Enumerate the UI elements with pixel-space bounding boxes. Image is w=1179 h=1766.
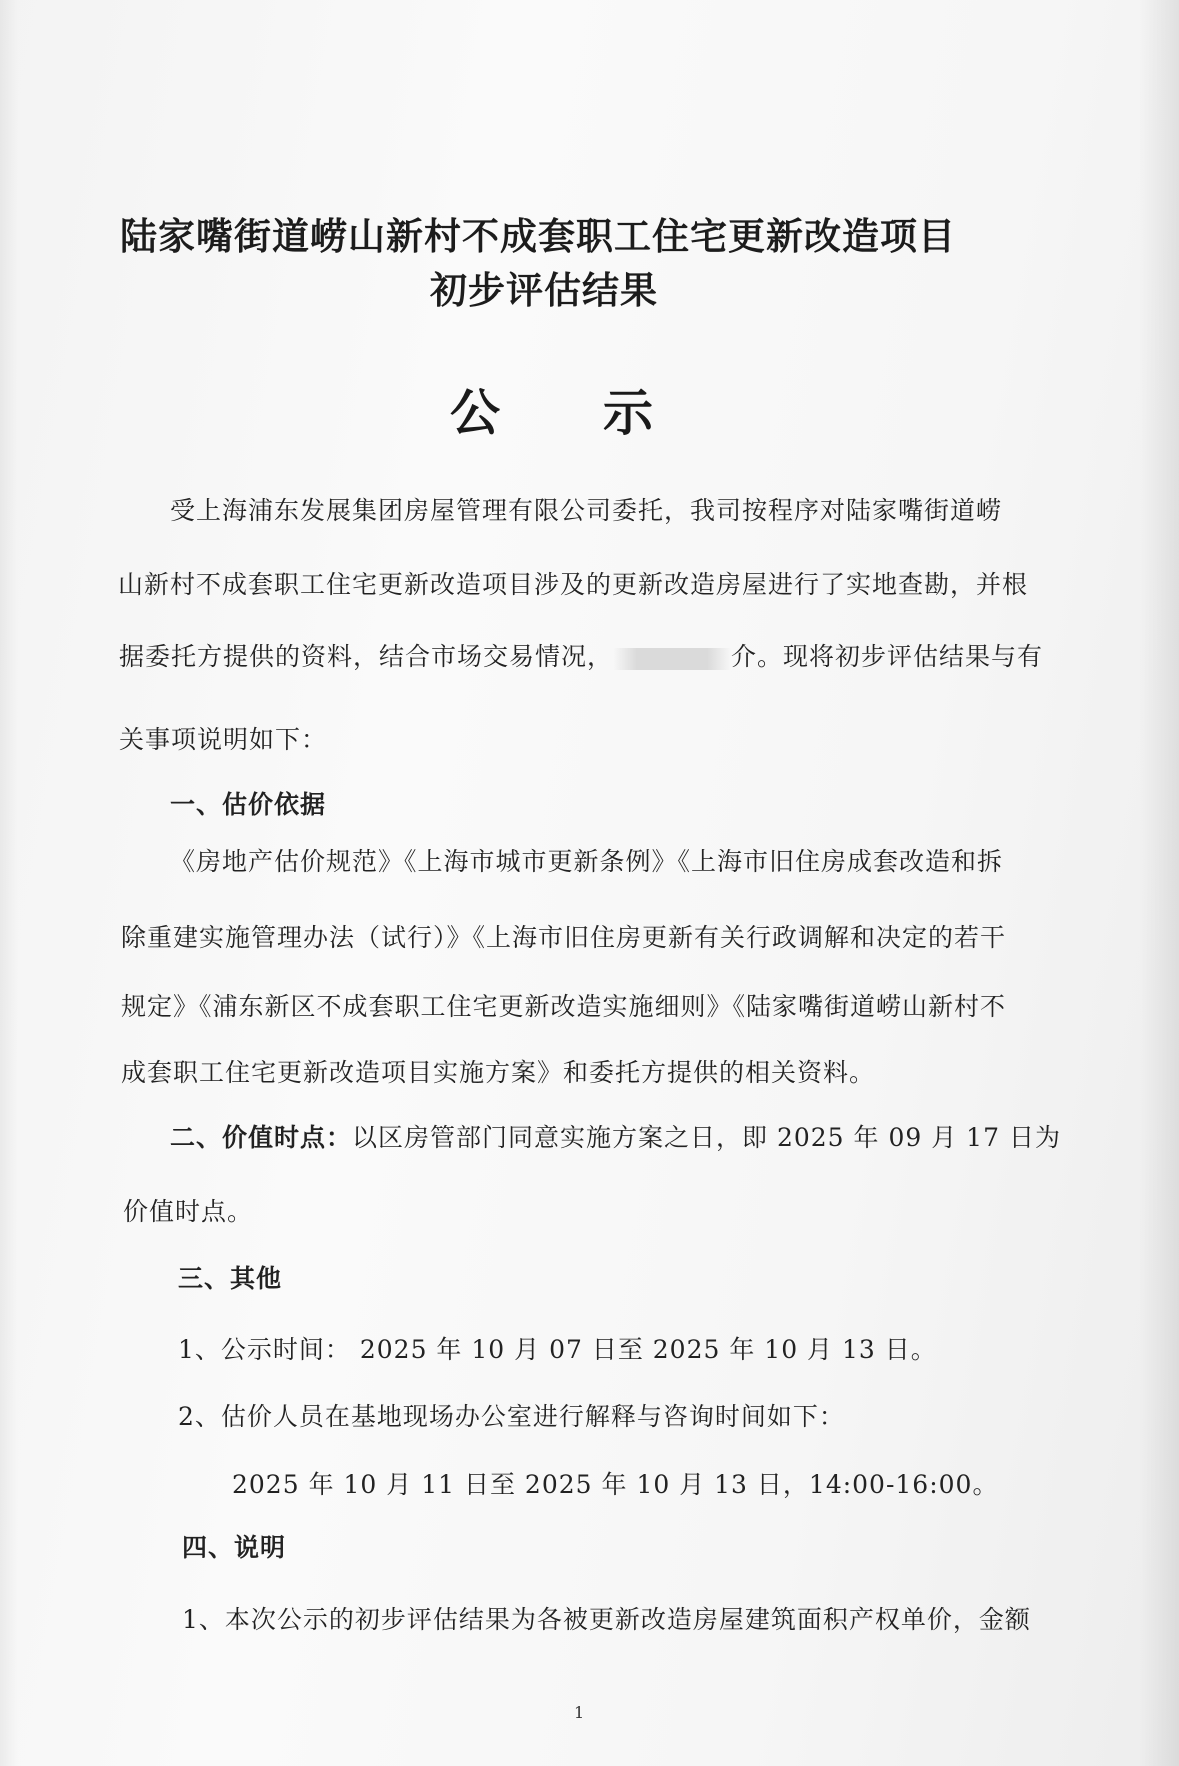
page-edge-shadow-left	[0, 0, 18, 1766]
section1-line-3: 规定》《浦东新区不成套职工住宅更新改造实施细则》《陆家嘴街道崂山新村不	[121, 992, 1007, 1021]
section3-heading: 三、其他	[178, 1264, 283, 1293]
section2-line-2: 价值时点。	[123, 1197, 254, 1226]
section3-item-2: 2、估价人员在基地现场办公室进行解释与咨询时间如下：	[178, 1402, 845, 1431]
section1-line-2: 除重建实施管理办法（试行）》《上海市旧住房更新有关行政调解和决定的若干	[121, 923, 1007, 952]
intro-line-4: 关事项说明如下：	[119, 725, 328, 754]
intro-line-3-part2: 介。现将初步评估结果与有	[731, 642, 1044, 671]
notice-char-2: 示	[603, 383, 654, 442]
intro-line-2: 山新村不成套职工住宅更新改造项目涉及的更新改造房屋进行了实地查勘，并根	[118, 570, 1029, 599]
page-number: 1	[574, 1703, 585, 1722]
intro-line-3-part1: 据委托方提供的资料，结合市场交易情况，	[119, 642, 614, 671]
section4-heading: 四、说明	[182, 1533, 287, 1562]
document-title-line2: 初步评估结果	[430, 268, 658, 312]
section3-item-1: 1、公示时间： 2025 年 10 月 07 日至 2025 年 10 月 13 日。	[178, 1335, 937, 1364]
redaction-mark	[613, 648, 731, 670]
section1-line-1: 《房地产估价规范》《上海市城市更新条例》《上海市旧住房成套改造和拆	[170, 847, 1004, 876]
intro-line-1: 受上海浦东发展集团房屋管理有限公司委托，我司按程序对陆家嘴街道崂	[170, 496, 1003, 525]
page-edge-shadow-right	[1139, 0, 1179, 1766]
section1-line-4: 成套职工住宅更新改造项目实施方案》和委托方提供的相关资料。	[121, 1058, 876, 1087]
notice-char-1: 公	[450, 383, 501, 442]
section2-line-1-text: 以区房管部门同意实施方案之日，即 2025 年 09 月 17 日为	[352, 1123, 1061, 1152]
document-title-line1: 陆家嘴街道崂山新村不成套职工住宅更新改造项目	[120, 214, 956, 258]
section4-item-1: 1、本次公示的初步评估结果为各被更新改造房屋建筑面积产权单价，金额	[182, 1605, 1031, 1634]
section1-heading: 一、估价依据	[170, 790, 327, 819]
intro-line-3	[119, 637, 1043, 673]
section2-line-1	[170, 1118, 1061, 1154]
section3-item-2-time: 2025 年 10 月 11 日至 2025 年 10 月 13 日，14:00-16:00。	[232, 1470, 999, 1499]
section2-heading: 二、价值时点：	[170, 1123, 353, 1152]
